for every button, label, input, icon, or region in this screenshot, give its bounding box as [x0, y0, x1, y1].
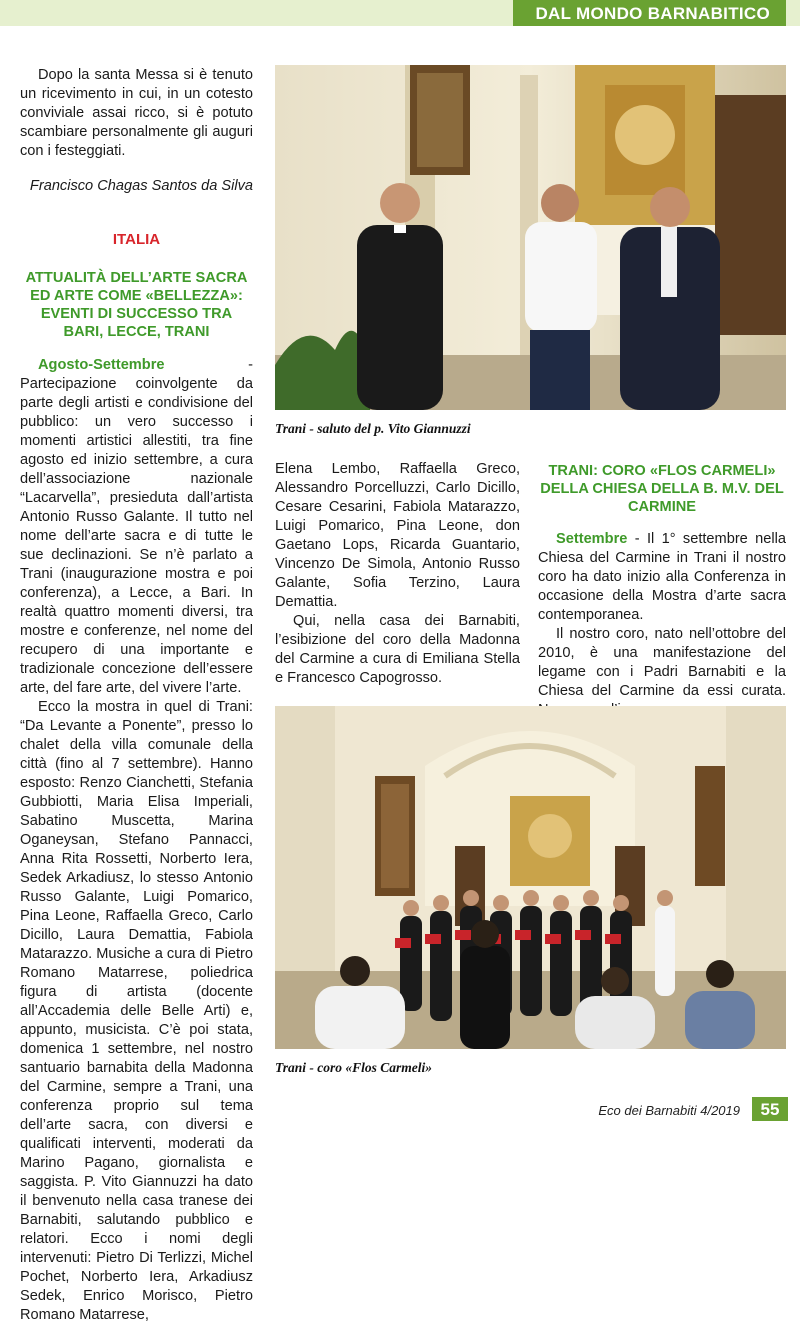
right-headline: TRANI: CORO «FLOS CARMELI» DELLA CHIESA DELLA B. M.V. DEL CARMINE: [540, 463, 784, 515]
right-paragraph-1: - Il 1° settembre nella Chiesa del Carmine in Trani il nostro coro ha dato inizio alla Conferenza in occasione della Mostra d’arte sacra contemporanea.: [538, 531, 786, 623]
photo-caption-bottom: Trani - coro «Flos Carmeli»: [275, 1060, 433, 1075]
middle-column: [275, 460, 520, 723]
section-title: DAL MONDO BARNABITICO: [513, 0, 786, 26]
intro-signature: Francisco Chagas Santos da Silva: [29, 178, 253, 194]
left-column: [20, 66, 253, 1325]
article-headline: ATTUALITÀ DELL’ARTE SACRA ED ARTE COME «BELLEZZA»: EVENTI DI SUCCESSO TRA BARI, LECCE, TRANI: [25, 270, 248, 340]
country-heading: ITALIA: [112, 231, 161, 248]
publication-footer: Eco dei Barnabiti 4/2019: [598, 1103, 740, 1118]
right-paragraph-2: Il nostro coro, nato nell’ottobre del 2010, è una manifestazione del legame con i Padri Barnabiti e la Chiesa del Carmine da essi curata.: [538, 626, 786, 699]
right-lead-date: Settembre: [556, 531, 628, 547]
photo-caption-top: Trani - saluto del p. Vito Giannuzzi: [275, 421, 471, 436]
photo-priest-greeting: [275, 65, 786, 410]
article-paragraph-1: - Partecipazione coinvolgente da parte degli artisti e condivisione del pubblico: un vero successo i momenti artistici allestiti, tra fine agosto ed inizio settembre, a cura dell’associazione nazionale “Lacarvella”, presieduta dall’artista Antonio Russo Galante. Il tutto nel nome dell’arte sacra e di tutte le sue declinazioni. Se n’è parlato a Trani (inaugurazione mostra e poi conferenza), a Lecce, a Bari. In realtà quattro momenti diversi, tra mostre e conferenze, nel nome del recupero di una importante e tradizionale concezione dell’essere arte, del fare arte, del vivere l’arte.: [20, 357, 253, 696]
photo-priest-greeting-image: [275, 65, 786, 410]
article-lead-date: Agosto-Settembre: [38, 357, 165, 373]
photo-choir: [275, 706, 786, 1049]
intro-paragraph: Dopo la santa Messa si è tenuto un ricevimento in cui, in un cotesto conviviale assai ricco, si è potuto scambiare personalmente gli auguri con i festeggiati.: [20, 67, 253, 159]
middle-paragraph-2: Qui, nella casa dei Barnabiti, l’esibizione del coro della Madonna del Carmine a cura di Emiliana Stella e Francesco Capogrosso.: [275, 613, 520, 686]
page-number: 55: [752, 1097, 788, 1121]
photo-choir-image: [275, 706, 786, 1049]
article-paragraph-2: Ecco la mostra in quel di Trani: “Da Levante a Ponente”, presso lo chalet della villa comunale della città (fino al 7 settembre). Hanno esposto: Renzo Cianchetti, Stefania Gubbiotti, Maria Elisa Imperiali, Sabatino Muscetta, Marina Oganeysan, Stefano Pannacci, Anna Rita Rossetti, Norberto Iera, Sedek Arkadiusz, lo stesso Antonio Russo Galante, Luigi Pomarico, Pina Leone, Raffaella Greco, Carlo Dicillo, Laura Demattia, Fabiola Matarazzo. Musiche a cura di Pietro Romano Matarrese, poliedrica figura di artista (docente all’Accademia delle Belle Arti) e, appunto, musicista. C’è poi stata, domenica 1 settembre, nel nostro santuario barnabita della Madonna del Carmine, sempre a Trani, una conferenza proprio sul tema dell’arte sacra, con diversi e qualificati interventi, moderati da Marino Pagano, giornalista e saggista. P. Vito Giannuzzi ha dato il benvenuto nella casa tranese dei Barnabiti, salutando pubblico e relatori. Ecco i nomi degli intervenuti: Pietro Di Terlizzi, Michel Pochet, Norberto Iera, Arkadiusz Sedek, Enrico Morisco, Pietro Romano Matarrese,: [20, 699, 253, 1323]
middle-paragraph-1: Elena Lembo, Raffaella Greco, Alessandro Porcelluzzi, Carlo Dicillo, Cesare Cesarini, Fabiola Matarazzo, Luigi Pomarico, Pina Leone, don Gaetano Lops, Ricarda Guantario, Vincenzo De Simola, Antonio Russo Galante, Sofia Terzino, Laura Demattia.: [275, 461, 520, 610]
right-column: [538, 460, 786, 720]
